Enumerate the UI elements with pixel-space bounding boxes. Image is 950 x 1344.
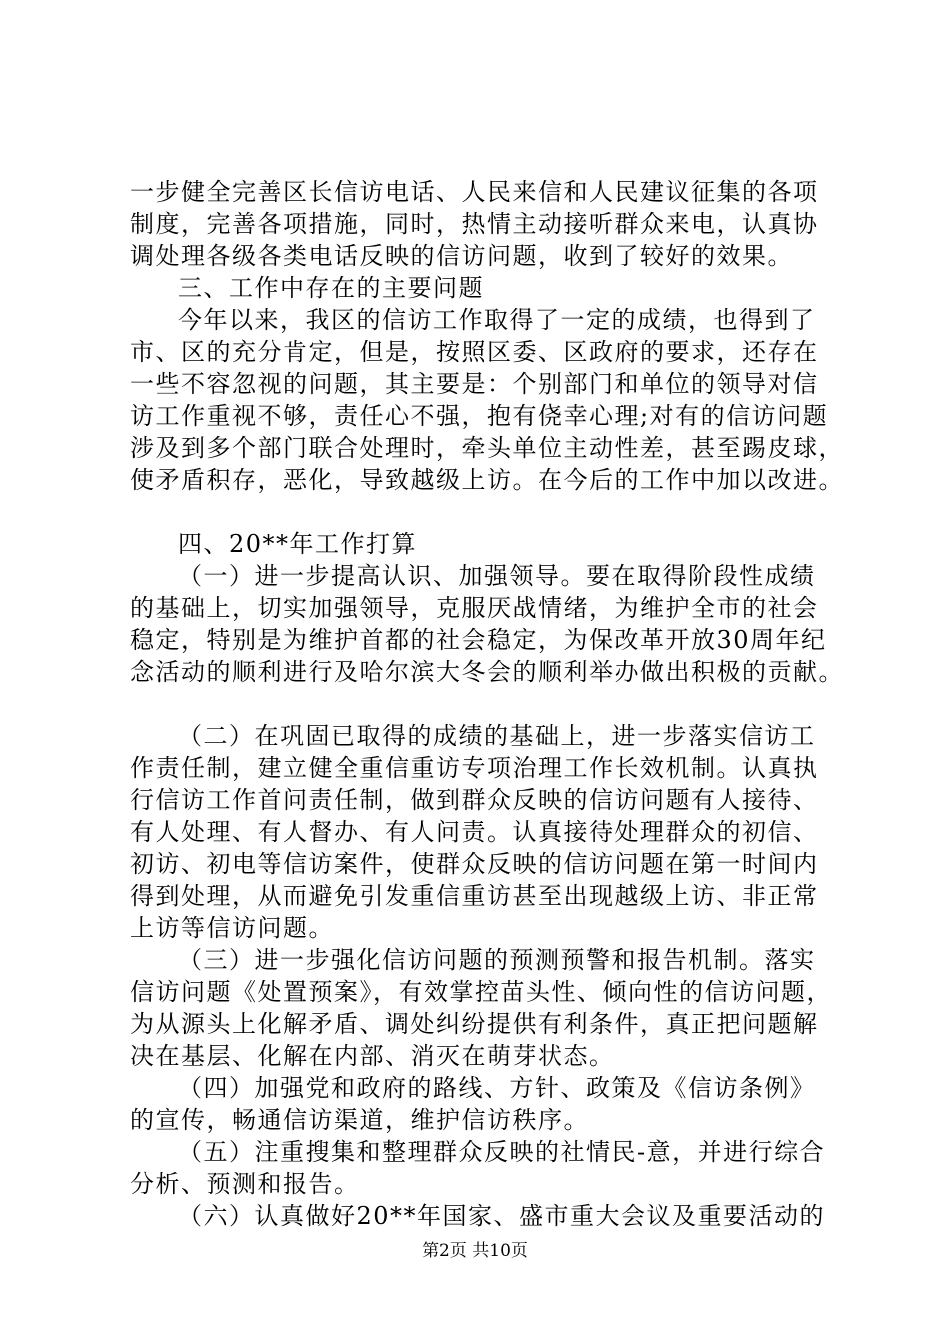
text-line: 访工作重视不够，责任心不强，抱有侥幸心理;对有的信访问题	[130, 402, 829, 430]
text-line: （五）注重搜集和整理群众反映的社情民-意，并进行综合	[178, 1138, 826, 1166]
text-line: （二）在巩固已取得的成绩的基础上，进一步落实信访工	[178, 722, 816, 750]
text-line: 上访等信访问题。	[130, 914, 334, 942]
page-number-footer: 第2页 共10页	[422, 1241, 528, 1261]
text-line: 稳定，特别是为维护首都的社会稳定，为保改革开放30周年纪	[130, 626, 827, 654]
text-line: 的基础上，切实加强领导，克服厌战情绪，为维护全市的社会	[130, 594, 819, 622]
text-line: 制度，完善各项措施，同时，热情主动接听群众来电，认真协	[130, 210, 819, 238]
text-line: 行信访工作首问责任制，做到群众反映的信访问题有人接待、	[130, 786, 819, 814]
text-line: 分析、预测和报告。	[130, 1170, 360, 1198]
text-line: 的宣传，畅通信访渠道，维护信访秩序。	[130, 1106, 589, 1134]
text-line: 决在基层、化解在内部、消灭在萌芽状态。	[130, 1042, 615, 1070]
text-line: 得到处理，从而避免引发重信重访甚至出现越级上访、非正常	[130, 882, 819, 910]
text-line: 调处理各级各类电话反映的信访问题，收到了较好的效果。	[130, 242, 793, 270]
text-line: 作责任制，建立健全重信重访专项治理工作长效机制。认真执	[130, 754, 819, 782]
section-heading: 三、工作中存在的主要问题	[178, 274, 484, 302]
text-line: （四）加强党和政府的路线、方针、政策及《信访条例》	[178, 1074, 816, 1102]
text-line: 念活动的顺利进行及哈尔滨大冬会的顺利举办做出积极的贡献。	[130, 658, 844, 686]
section-heading: 四、20**年工作打算	[178, 530, 418, 558]
text-line: 今年以来，我区的信访工作取得了一定的成绩，也得到了	[178, 306, 816, 334]
text-line: 市、区的充分肯定，但是，按照区委、区政府的要求，还存在	[130, 338, 819, 366]
text-line: 初访、初电等信访案件，使群众反映的信访问题在第一时间内	[130, 850, 819, 878]
text-line: 有人处理、有人督办、有人问责。认真接待处理群众的初信、	[130, 818, 819, 846]
text-line: 一步健全完善区长信访电话、人民来信和人民建议征集的各项	[130, 178, 819, 206]
text-line: 信访问题《处置预案》，有效掌控苗头性、倾向性的信访问题，	[130, 978, 832, 1006]
text-line: 使矛盾积存，恶化，导致越级上访。在今后的工作中加以改进。	[130, 466, 844, 494]
text-line: 涉及到多个部门联合处理时，牵头单位主动性差，甚至踢皮球，	[130, 434, 844, 462]
text-line: 一些不容忽视的问题，其主要是：个别部门和单位的领导对信	[130, 370, 819, 398]
text-line: （一）进一步提高认识、加强领导。要在取得阶段性成绩	[178, 562, 816, 590]
text-line: （三）进一步强化信访问题的预测预警和报告机制。落实	[178, 946, 816, 974]
text-line: （六）认真做好20**年国家、盛市重大会议及重要活动的	[178, 1202, 826, 1230]
text-line: 为从源头上化解矛盾、调处纠纷提供有利条件，真正把问题解	[130, 1010, 819, 1038]
